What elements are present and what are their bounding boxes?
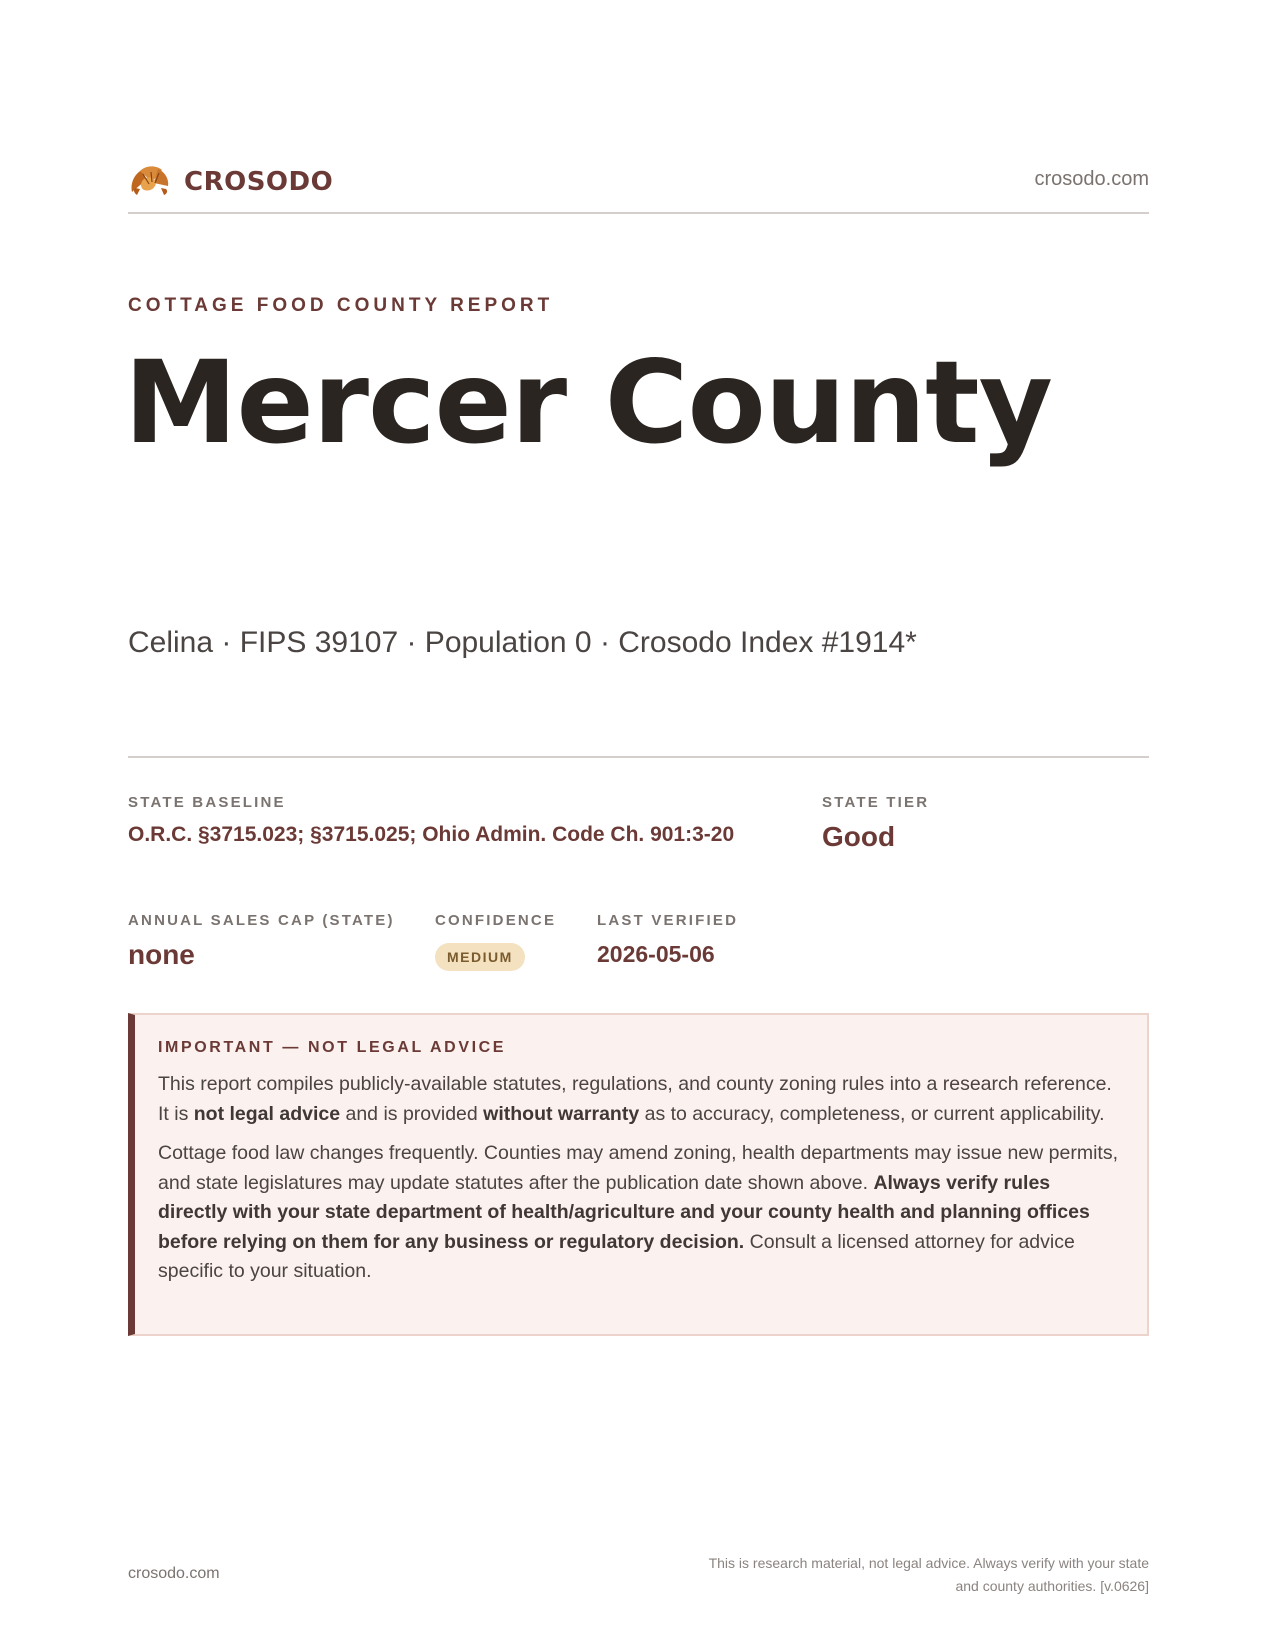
report-page bbox=[124, 0, 1149, 1650]
last-verified-label: LAST VERIFIED bbox=[597, 912, 739, 929]
last-verified-field bbox=[597, 912, 738, 968]
annual-sales-cap-value: none bbox=[128, 939, 195, 970]
notice-emphasis: not legal advice bbox=[193, 1102, 341, 1125]
page-header bbox=[128, 156, 1149, 214]
site-url-link[interactable]: crosodo.com bbox=[1034, 168, 1149, 190]
state-baseline-field bbox=[128, 794, 734, 847]
notice-paragraph-1 bbox=[158, 1070, 1121, 1129]
annual-sales-cap-label: ANNUAL SALES CAP (STATE) bbox=[128, 912, 395, 929]
notice-text: Consult a licensed attorney for advice specific to your situation. bbox=[158, 1230, 1075, 1282]
footer-disclaimer bbox=[629, 1552, 1149, 1598]
section-divider bbox=[128, 756, 1149, 758]
brand-name: CROSODO bbox=[184, 167, 334, 197]
footer-site-url[interactable]: crosodo.com bbox=[128, 1565, 220, 1582]
report-eyebrow: COTTAGE FOOD COUNTY REPORT bbox=[128, 295, 554, 316]
notice-heading: IMPORTANT — NOT LEGAL ADVICE bbox=[158, 1039, 507, 1056]
notice-emphasis: Always verify rules directly with your state department of health/agriculture and your county health and planning offices before relying on them for any business or regulatory decision. bbox=[158, 1171, 1090, 1253]
footer-disclaimer-line-2: and county authorities. [v.0626] bbox=[955, 1578, 1149, 1594]
notice-text: Cottage food law changes frequently. Counties may amend zoning, health departments may issue new permits, and state legislatures may update statutes after the publication date shown above. bbox=[158, 1142, 1118, 1194]
croissant-icon bbox=[128, 162, 172, 202]
notice-text: as to accuracy, completeness, or current applicability. bbox=[639, 1102, 1105, 1125]
brand[interactable] bbox=[128, 162, 333, 202]
notice-text: and is provided bbox=[340, 1102, 484, 1125]
confidence-field bbox=[435, 912, 556, 971]
state-tier-field bbox=[822, 794, 929, 853]
county-subtitle: Celina · FIPS 39107 · Population 0 · Crosodo Index #1914* bbox=[128, 626, 917, 659]
footer-disclaimer-line-1: This is research material, not legal advice. Always verify with your state bbox=[708, 1555, 1149, 1571]
state-baseline-value: O.R.C. §3715.023; §3715.025; Ohio Admin. Code Ch. 901:3-20 bbox=[128, 823, 735, 846]
notice-paragraph-2 bbox=[158, 1139, 1121, 1287]
last-verified-value: 2026-05-06 bbox=[597, 941, 715, 967]
state-tier-label: STATE TIER bbox=[822, 794, 930, 811]
confidence-badge: MEDIUM bbox=[435, 943, 525, 971]
annual-sales-cap-field bbox=[128, 912, 395, 971]
notice-text: This report compiles publicly-available statutes, regulations, and county zoning rules into a research reference. It is bbox=[158, 1073, 1112, 1125]
confidence-label: CONFIDENCE bbox=[435, 912, 557, 929]
legal-notice bbox=[128, 1013, 1149, 1336]
state-baseline-label: STATE BASELINE bbox=[128, 794, 286, 811]
page-title: Mercer County bbox=[124, 336, 1052, 469]
notice-emphasis: without warranty bbox=[483, 1102, 640, 1125]
state-tier-value: Good bbox=[822, 821, 896, 852]
